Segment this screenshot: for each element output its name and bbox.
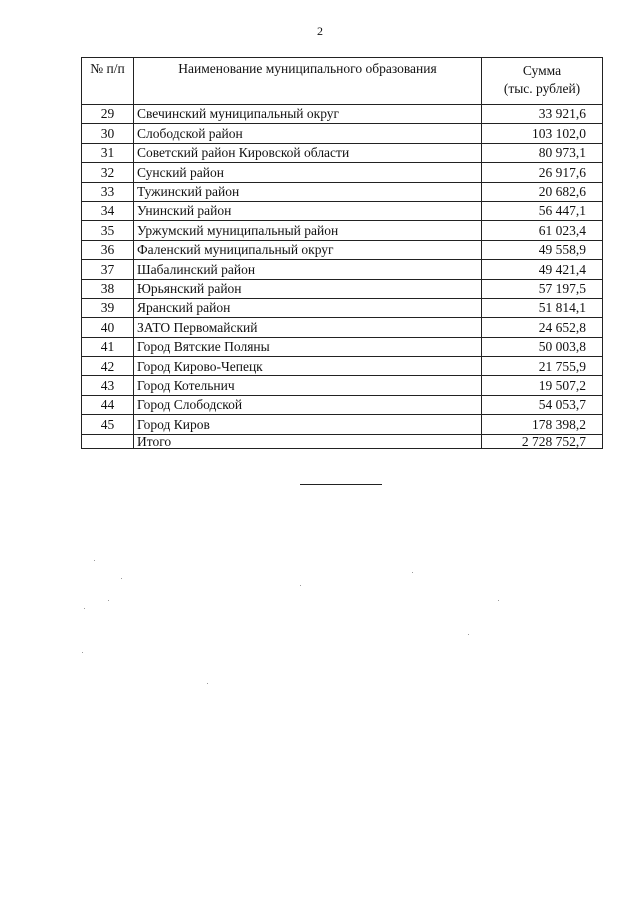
scan-speck — [121, 578, 122, 579]
sum-cell: 56 447,1 — [482, 201, 603, 220]
scan-speck — [468, 634, 469, 635]
municipality-name-cell: ЗАТО Первомайский — [134, 318, 482, 337]
table-header — [82, 58, 603, 105]
table-row — [82, 240, 603, 259]
municipality-name-cell: Советский район Кировской области — [134, 143, 482, 162]
scan-speck — [94, 560, 95, 561]
page-number: 2 — [317, 24, 323, 38]
sum-cell: 103 102,0 — [482, 124, 603, 143]
sum-cell: 24 652,8 — [482, 318, 603, 337]
municipality-name-cell: Уржумский муниципальный район — [134, 221, 482, 240]
sum-cell: 26 917,6 — [482, 163, 603, 182]
separator-line — [300, 484, 382, 485]
municipality-name-cell: Тужинский район — [134, 182, 482, 201]
municipality-name-cell: Унинский район — [134, 201, 482, 220]
municipality-name-cell: Шабалинский район — [134, 260, 482, 279]
total-label: Итого — [134, 434, 482, 449]
table-row — [82, 143, 603, 162]
row-number-cell: 37 — [82, 260, 134, 279]
table-row — [82, 357, 603, 376]
header-sum-unit: (тыс. рублей) — [503, 81, 581, 97]
header-number: № п/п — [82, 58, 134, 105]
sum-cell: 61 023,4 — [482, 221, 603, 240]
table-row — [82, 105, 603, 124]
header-sum — [482, 58, 603, 105]
sum-cell: 57 197,5 — [482, 279, 603, 298]
row-number-cell: 38 — [82, 279, 134, 298]
municipality-name-cell: Сунский район — [134, 163, 482, 182]
table-row — [82, 376, 603, 395]
sum-cell: 49 421,4 — [482, 260, 603, 279]
row-number-cell: 33 — [82, 182, 134, 201]
row-number-cell: 35 — [82, 221, 134, 240]
sum-cell: 178 398,2 — [482, 415, 603, 434]
row-number-cell: 34 — [82, 201, 134, 220]
total-sum: 2 728 752,7 — [482, 434, 603, 449]
row-number-cell: 45 — [82, 415, 134, 434]
row-number-cell: 32 — [82, 163, 134, 182]
table-row — [82, 163, 603, 182]
header-sum-title: Сумма — [522, 63, 562, 78]
scan-speck — [498, 600, 499, 601]
sum-cell: 20 682,6 — [482, 182, 603, 201]
row-number-cell: 31 — [82, 143, 134, 162]
row-number-cell: 41 — [82, 337, 134, 356]
table-body — [82, 105, 603, 435]
table-header-row — [82, 58, 603, 105]
row-number-cell: 42 — [82, 357, 134, 376]
row-number-cell: 44 — [82, 395, 134, 414]
table-total-row — [82, 434, 603, 449]
scan-speck — [82, 652, 83, 653]
table-row — [82, 318, 603, 337]
sum-cell: 19 507,2 — [482, 376, 603, 395]
row-number-cell: 29 — [82, 105, 134, 124]
scan-speck — [412, 572, 413, 573]
sum-cell: 80 973,1 — [482, 143, 603, 162]
municipality-name-cell: Город Кирово-Чепецк — [134, 357, 482, 376]
table-row — [82, 182, 603, 201]
table-row — [82, 395, 603, 414]
table-row — [82, 298, 603, 317]
municipality-name-cell: Фаленский муниципальный округ — [134, 240, 482, 259]
sum-cell: 49 558,9 — [482, 240, 603, 259]
table-row — [82, 124, 603, 143]
municipality-name-cell: Свечинский муниципальный округ — [134, 105, 482, 124]
municipality-name-cell: Яранский район — [134, 298, 482, 317]
municipality-name-cell: Город Вятские Поляны — [134, 337, 482, 356]
row-number-cell: 30 — [82, 124, 134, 143]
scan-speck — [300, 585, 301, 586]
table-row — [82, 415, 603, 434]
table-row — [82, 279, 603, 298]
table-row — [82, 260, 603, 279]
row-number-cell: 39 — [82, 298, 134, 317]
table-row — [82, 201, 603, 220]
total-number-cell — [82, 434, 134, 449]
scan-speck — [207, 683, 208, 684]
header-municipality-name: Наименование муниципального образования — [134, 58, 482, 105]
sum-cell: 21 755,9 — [482, 357, 603, 376]
row-number-cell: 36 — [82, 240, 134, 259]
sum-cell: 51 814,1 — [482, 298, 603, 317]
sum-cell: 54 053,7 — [482, 395, 603, 414]
table-row — [82, 221, 603, 240]
municipality-name-cell: Слободской район — [134, 124, 482, 143]
sum-cell: 50 003,8 — [482, 337, 603, 356]
table-row — [82, 337, 603, 356]
municipality-name-cell: Юрьянский район — [134, 279, 482, 298]
sum-cell: 33 921,6 — [482, 105, 603, 124]
municipality-name-cell: Город Слободской — [134, 395, 482, 414]
row-number-cell: 43 — [82, 376, 134, 395]
table-footer — [82, 434, 603, 449]
scan-speck — [84, 608, 85, 609]
row-number-cell: 40 — [82, 318, 134, 337]
municipality-name-cell: Город Киров — [134, 415, 482, 434]
scan-speck — [108, 600, 109, 601]
municipality-name-cell: Город Котельнич — [134, 376, 482, 395]
municipal-sums-table — [81, 57, 603, 449]
